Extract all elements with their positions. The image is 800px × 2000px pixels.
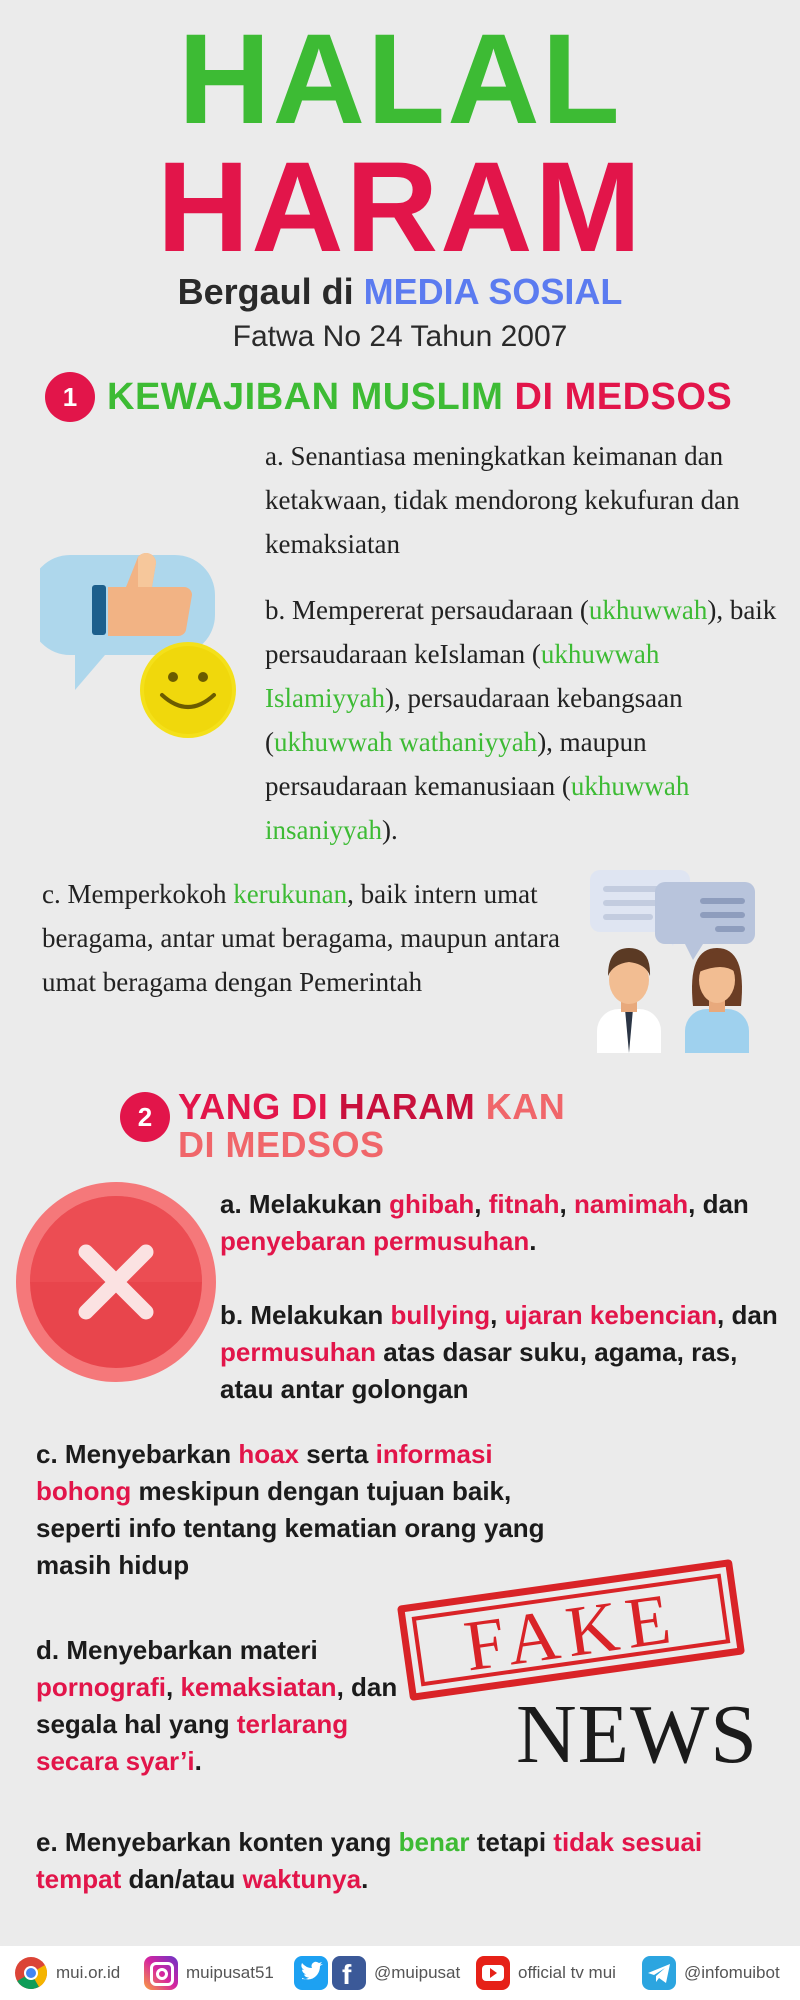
keyword: hoax	[238, 1439, 299, 1469]
twitter-icon[interactable]	[294, 1956, 328, 1990]
subtitle-prefix: Bergaul di	[177, 271, 364, 312]
keyword: waktunya	[242, 1864, 362, 1894]
keyword: kemaksiatan	[180, 1672, 337, 1702]
heading-part: YANG DI	[178, 1086, 339, 1127]
text: meskipun dengan tujuan baik, seperti info tentang kematian orang yang masih hidup	[36, 1476, 545, 1580]
keyword: ukhuwwah wathaniyyah	[274, 727, 538, 757]
stamp-fake-text: FAKE	[459, 1577, 684, 1687]
keyword: permusuhan	[220, 1337, 377, 1367]
section1-item-c	[42, 872, 572, 1004]
text: ,	[166, 1672, 181, 1702]
text: , baik intern umat beragama, antar umat beragama, maupun antara umat beragama dengan Pemerintah	[42, 879, 560, 997]
youtube-icon[interactable]	[476, 1956, 510, 1990]
text: ,	[490, 1300, 505, 1330]
footer-bar	[0, 1946, 800, 2000]
footer-twitter-facebook[interactable]: @muipusat	[374, 1963, 461, 1982]
section2-item-b	[220, 1297, 785, 1408]
section1-heading-red: DI MEDSOS	[503, 376, 733, 418]
text: ), maupun persaudaraan kemanusiaan (	[265, 727, 647, 801]
keyword: kerukunan	[233, 879, 348, 909]
keyword: ujaran kebencian	[504, 1300, 718, 1330]
text: ,	[559, 1189, 574, 1219]
text: c. Memperkokoh	[42, 879, 234, 909]
text: ).	[381, 815, 398, 845]
text: tetapi	[469, 1827, 554, 1857]
telegram-icon[interactable]	[642, 1956, 676, 1990]
title-halal: HALAL	[178, 8, 622, 151]
keyword: ukhuwwah insaniyyah	[265, 771, 690, 845]
text: , dan segala hal yang	[36, 1672, 398, 1739]
text: ,	[474, 1189, 489, 1219]
keyword: ukhuwwah	[588, 595, 708, 625]
heading-part: KAN	[475, 1086, 566, 1127]
news-text: NEWS	[516, 1688, 758, 1781]
facebook-icon[interactable]: f	[332, 1956, 366, 1990]
text: , dan	[717, 1300, 778, 1330]
text: .	[529, 1226, 537, 1256]
people-chat-icon	[585, 868, 765, 1053]
text: a. Melakukan	[220, 1189, 390, 1219]
section1-item-a: a. Senantiasa meningkatkan keimanan dan ketakwaan, tidak mendorong kekufuran dan kemaksiatan	[265, 441, 740, 559]
footer-telegram[interactable]: @infomuibot	[684, 1963, 780, 1982]
heading-part: DI MEDSOS	[178, 1124, 385, 1165]
footer-website[interactable]: mui.or.id	[56, 1963, 121, 1982]
text: serta	[299, 1439, 376, 1469]
subtitle-highlight: MEDIA SOSIAL	[363, 271, 623, 312]
text: c. Menyebarkan	[36, 1439, 239, 1469]
keyword: penyebaran permusuhan	[220, 1226, 530, 1256]
section2-number-badge: 2	[120, 1092, 170, 1142]
text: b. Melakukan	[220, 1300, 391, 1330]
subtitle	[0, 270, 800, 314]
keyword: tidak sesuai tempat	[36, 1827, 703, 1894]
section2-item-a	[220, 1186, 780, 1260]
title-haram: HARAM	[156, 136, 644, 279]
footer-youtube[interactable]: official tv mui	[518, 1963, 616, 1982]
text: dan/atau	[121, 1864, 243, 1894]
text: ), persaudaraan kebangsaan (	[265, 683, 683, 757]
text: b. Mempererat persaudaraan (	[265, 595, 589, 625]
thumbs-up-smiley-icon	[40, 545, 250, 745]
text: e. Menyebarkan konten yang	[36, 1827, 399, 1857]
footer-instagram[interactable]: muipusat51	[186, 1963, 274, 1982]
keyword: namimah	[573, 1189, 689, 1219]
section1-heading-green: KEWAJIBAN MUSLIM	[107, 376, 504, 418]
text: atas dasar suku, agama, ras, atau antar golongan	[220, 1337, 738, 1404]
text: ), baik persaudaraan keIslaman (	[265, 595, 777, 669]
text: , dan	[688, 1189, 749, 1219]
text: d. Menyebarkan materi	[36, 1635, 318, 1665]
keyword: ghibah	[389, 1189, 475, 1219]
section2-item-c	[36, 1436, 576, 1584]
keyword: pornografi	[36, 1672, 166, 1702]
text: .	[194, 1746, 202, 1776]
keyword: ukhuwwah Islamiyyah	[265, 639, 660, 713]
keyword: fitnah	[488, 1189, 560, 1219]
keyword: terlarang secara syar’i	[36, 1709, 349, 1776]
section2-item-e	[36, 1824, 766, 1898]
section2-heading	[178, 1088, 658, 1164]
instagram-icon[interactable]	[144, 1956, 178, 1990]
section1-number-badge: 1	[45, 372, 95, 422]
keyword: benar	[398, 1827, 470, 1857]
section1-heading	[107, 374, 732, 420]
heading-part: HARAM	[338, 1086, 476, 1127]
chrome-icon[interactable]	[14, 1956, 48, 1990]
prohibited-x-icon	[14, 1180, 218, 1384]
fatwa-number: Fatwa No 24 Tahun 2007	[232, 320, 568, 353]
keyword: bullying	[390, 1300, 491, 1330]
section1-item-b	[265, 588, 790, 852]
text: .	[361, 1864, 369, 1894]
keyword: informasi bohong	[36, 1439, 493, 1506]
section2-item-d	[36, 1632, 406, 1780]
